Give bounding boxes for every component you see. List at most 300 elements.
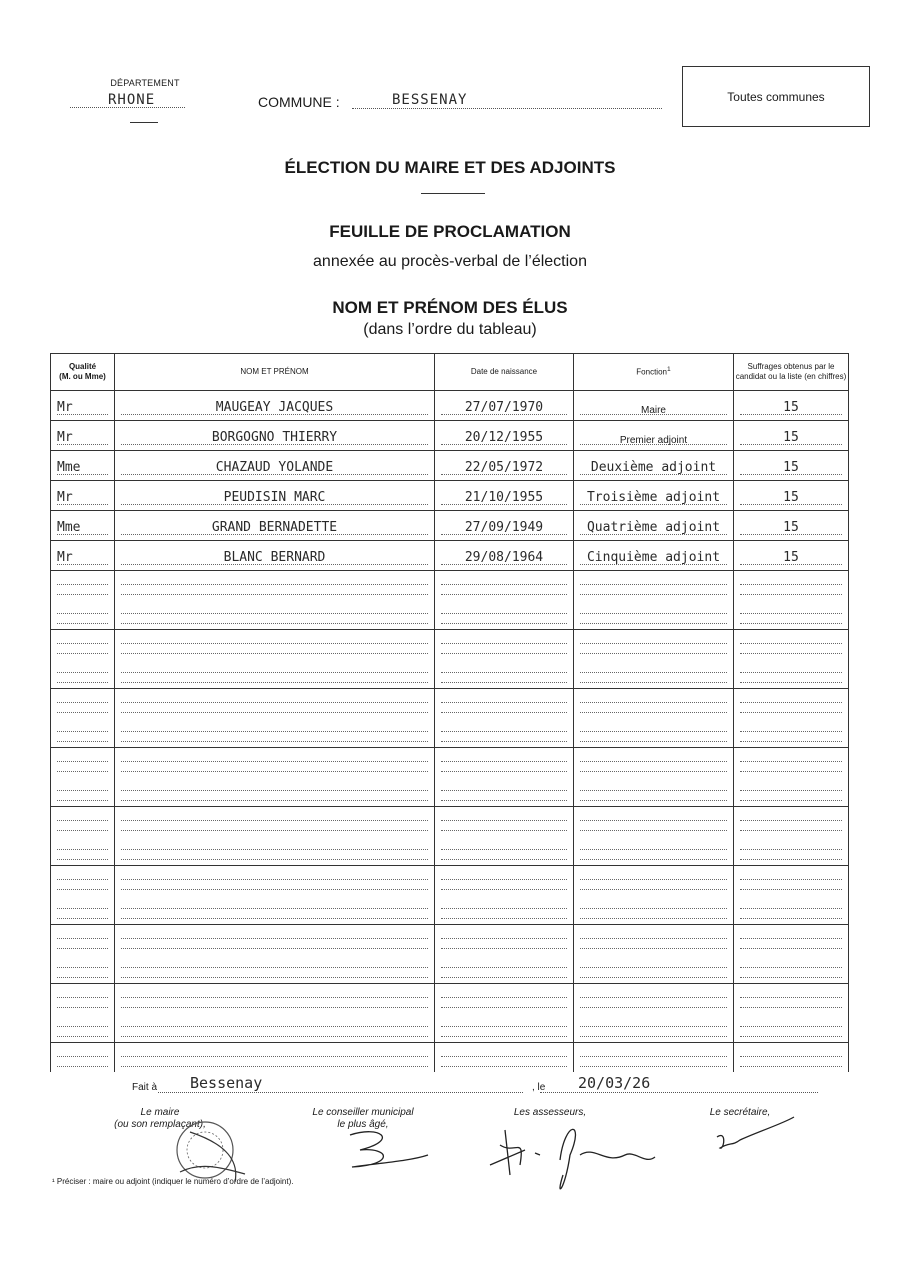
cell-dotted-line <box>441 879 567 880</box>
cell-qualite[interactable] <box>51 1013 115 1043</box>
cell-fonction[interactable] <box>574 689 734 719</box>
cell-nom[interactable] <box>115 600 435 630</box>
cell-date[interactable] <box>435 571 574 601</box>
cell-suffrages[interactable] <box>734 836 849 866</box>
departement-label: DÉPARTEMENT <box>110 78 180 88</box>
header-qualite: Qualité (M. ou Mme) <box>51 354 115 391</box>
cell-fonction[interactable] <box>574 777 734 807</box>
cell-dotted-line <box>121 977 428 978</box>
cell-dotted-line <box>121 761 428 762</box>
cell-suffrages[interactable] <box>734 895 849 925</box>
cell-dotted-line <box>441 908 567 909</box>
cell-qualite[interactable] <box>51 630 115 660</box>
table-row <box>51 391 849 421</box>
table-row <box>51 748 849 778</box>
cell-dotted-line <box>121 741 428 742</box>
cell-date[interactable] <box>435 481 574 511</box>
cell-dotted-line <box>580 712 727 713</box>
cell-dotted-line <box>121 790 428 791</box>
cell-qualite[interactable] <box>51 807 115 837</box>
elus-title: NOM ET PRÉNOM DES ÉLUS <box>332 298 568 317</box>
cell-value-fonction: Maire <box>640 405 666 416</box>
cell-suffrages[interactable] <box>734 777 849 807</box>
cell-nom[interactable] <box>115 984 435 1014</box>
cell-suffrages[interactable] <box>734 807 849 837</box>
cell-dotted-line <box>121 820 428 821</box>
cell-fonction[interactable] <box>574 807 734 837</box>
cell-dotted-line <box>441 712 567 713</box>
cell-fonction[interactable] <box>574 866 734 896</box>
cell-dotted-line <box>121 613 428 614</box>
cell-dotted-line <box>580 584 727 585</box>
cell-qualite[interactable] <box>51 571 115 601</box>
cell-nom[interactable] <box>115 718 435 748</box>
cell-dotted-line <box>57 948 108 949</box>
cell-dotted-line <box>441 1036 567 1037</box>
cell-nom[interactable] <box>115 807 435 837</box>
cell-fonction[interactable] <box>574 630 734 660</box>
cell-date[interactable] <box>435 866 574 896</box>
cell-dotted-line <box>580 889 727 890</box>
cell-dotted-line <box>580 800 727 801</box>
table-row <box>51 925 849 955</box>
cell-dotted-line <box>121 1066 428 1067</box>
header-fonction: Fonction$^1$ <box>574 354 734 391</box>
cell-dotted-line <box>580 790 727 791</box>
cell-dotted-line <box>441 948 567 949</box>
cell-date[interactable] <box>435 807 574 837</box>
cell-dotted-line <box>121 702 428 703</box>
cell-dotted-line <box>580 702 727 703</box>
cell-value-date: 27/07/1970 <box>464 400 544 415</box>
le-value[interactable]: 20/03/26 <box>578 1074 651 1092</box>
cell-fonction[interactable] <box>574 541 734 571</box>
table-row <box>51 630 849 660</box>
cell-qualite[interactable] <box>51 954 115 984</box>
cell-dotted-line <box>740 771 842 772</box>
cell-value-qualite: Mr <box>57 400 73 415</box>
cell-nom[interactable] <box>115 659 435 689</box>
fait-label: Fait à <box>132 1082 158 1093</box>
departement-divider <box>130 122 158 123</box>
cell-dotted-line <box>740 741 842 742</box>
cell-dotted-line <box>441 702 567 703</box>
cell-nom[interactable] <box>115 630 435 660</box>
elus-table <box>50 353 849 1072</box>
cell-suffrages[interactable] <box>734 954 849 984</box>
cell-nom[interactable] <box>115 421 435 451</box>
cell-date[interactable] <box>435 421 574 451</box>
cell-dotted-line <box>441 643 567 644</box>
cell-dotted-line <box>121 849 428 850</box>
cell-fonction[interactable] <box>574 421 734 451</box>
cell-date[interactable] <box>435 391 574 421</box>
cell-dotted-line <box>580 967 727 968</box>
cell-fonction[interactable] <box>574 659 734 689</box>
cell-qualite[interactable] <box>51 718 115 748</box>
cell-dotted-line <box>740 859 842 860</box>
cell-dotted-line <box>57 771 108 772</box>
cell-date[interactable] <box>435 451 574 481</box>
cell-qualite[interactable] <box>51 748 115 778</box>
cell-dotted-line <box>121 731 428 732</box>
cell-dotted-line <box>740 849 842 850</box>
cell-dotted-line <box>740 1007 842 1008</box>
cell-dotted-line <box>740 623 842 624</box>
cell-suffrages[interactable] <box>734 984 849 1014</box>
cell-dotted-line <box>57 672 108 673</box>
cell-dotted-line <box>441 800 567 801</box>
table-row <box>51 689 849 719</box>
cell-qualite[interactable] <box>51 1043 115 1073</box>
cell-dotted-line <box>580 859 727 860</box>
cell-date[interactable] <box>435 659 574 689</box>
cell-value-suffrages: 15 <box>783 520 799 535</box>
toutes-communes-box <box>682 66 870 127</box>
cell-dotted-line <box>580 682 727 683</box>
cell-dotted-line <box>441 741 567 742</box>
table-row <box>51 541 849 571</box>
cell-suffrages[interactable] <box>734 481 849 511</box>
cell-nom[interactable] <box>115 1013 435 1043</box>
cell-nom[interactable] <box>115 571 435 601</box>
cell-suffrages[interactable] <box>734 689 849 719</box>
cell-date[interactable] <box>435 925 574 955</box>
cell-dotted-line <box>740 712 842 713</box>
cell-dotted-line <box>121 859 428 860</box>
table-row <box>51 511 849 541</box>
commune-label: COMMUNE : <box>258 94 340 110</box>
cell-nom[interactable] <box>115 689 435 719</box>
cell-fonction[interactable] <box>574 836 734 866</box>
cell-value-qualite: Mme <box>57 520 81 535</box>
cell-fonction[interactable] <box>574 391 734 421</box>
cell-fonction[interactable] <box>574 1013 734 1043</box>
cell-value-date: 29/08/1964 <box>464 550 544 565</box>
cell-nom[interactable] <box>115 777 435 807</box>
cell-value-nom: MAUGEAY JACQUES <box>215 400 334 415</box>
commune-value[interactable]: BESSENAY <box>392 92 468 108</box>
cell-nom[interactable] <box>115 954 435 984</box>
cell-dotted-line <box>121 653 428 654</box>
table-row <box>51 718 849 748</box>
cell-dotted-line <box>121 938 428 939</box>
cell-nom[interactable] <box>115 451 435 481</box>
cell-dotted-line <box>121 623 428 624</box>
cell-nom[interactable] <box>115 511 435 541</box>
cell-dotted-line <box>580 938 727 939</box>
cell-dotted-line <box>57 1007 108 1008</box>
cell-value-date: 20/12/1955 <box>464 430 544 445</box>
cell-suffrages[interactable] <box>734 511 849 541</box>
cell-dotted-line <box>57 820 108 821</box>
cell-fonction[interactable] <box>574 748 734 778</box>
cell-dotted-line <box>57 1036 108 1037</box>
cell-suffrages[interactable] <box>734 718 849 748</box>
cell-qualite[interactable] <box>51 836 115 866</box>
cell-dotted-line <box>441 790 567 791</box>
cell-value-suffrages: 15 <box>783 400 799 415</box>
cell-value-nom: CHAZAUD YOLANDE <box>215 460 334 475</box>
cell-value-date: 22/05/1972 <box>464 460 544 475</box>
toutes-communes-label: Toutes communes <box>727 89 825 104</box>
cell-suffrages[interactable] <box>734 1013 849 1043</box>
cell-nom[interactable] <box>115 541 435 571</box>
header-date: Date de naissance <box>435 354 574 391</box>
cell-value-qualite: Mr <box>57 490 73 505</box>
cell-nom[interactable] <box>115 391 435 421</box>
table-row <box>51 1013 849 1043</box>
cell-dotted-line <box>740 908 842 909</box>
page-title: ÉLECTION DU MAIRE ET DES ADJOINTS <box>284 158 616 177</box>
cell-date[interactable] <box>435 748 574 778</box>
cell-dotted-line <box>57 800 108 801</box>
cell-dotted-line <box>740 761 842 762</box>
cell-suffrages[interactable] <box>734 451 849 481</box>
cell-qualite[interactable] <box>51 925 115 955</box>
cell-dotted-line <box>580 1066 727 1067</box>
cell-fonction[interactable] <box>574 571 734 601</box>
cell-value-fonction: Quatrième adjoint <box>586 520 721 535</box>
cell-dotted-line <box>740 1056 842 1057</box>
cell-dotted-line <box>441 820 567 821</box>
cell-dotted-line <box>580 918 727 919</box>
cell-dotted-line <box>580 761 727 762</box>
departement-value[interactable]: RHONE <box>108 92 156 108</box>
cell-dotted-line <box>57 682 108 683</box>
cell-fonction[interactable] <box>574 925 734 955</box>
cell-dotted-line <box>441 1056 567 1057</box>
cell-dotted-line <box>121 997 428 998</box>
cell-dotted-line <box>121 948 428 949</box>
cell-dotted-line <box>740 731 842 732</box>
header-suffrages: Suffrages obtenus par le candidat ou la liste (en chiffres) <box>734 354 849 391</box>
cell-dotted-line <box>121 771 428 772</box>
cell-dotted-line <box>121 1007 428 1008</box>
cell-value-nom: GRAND BERNADETTE <box>211 520 338 535</box>
cell-nom[interactable] <box>115 895 435 925</box>
cell-dotted-line <box>121 594 428 595</box>
cell-dotted-line <box>580 613 727 614</box>
cell-qualite[interactable] <box>51 777 115 807</box>
cell-dotted-line <box>740 820 842 821</box>
cell-dotted-line <box>740 682 842 683</box>
cell-suffrages[interactable] <box>734 391 849 421</box>
cell-qualite[interactable] <box>51 391 115 421</box>
cell-date[interactable] <box>435 600 574 630</box>
cell-dotted-line <box>441 830 567 831</box>
cell-suffrages[interactable] <box>734 571 849 601</box>
cell-suffrages[interactable] <box>734 659 849 689</box>
cell-dotted-line <box>121 889 428 890</box>
title-divider <box>421 193 485 194</box>
cell-dotted-line <box>740 800 842 801</box>
table-row <box>51 895 849 925</box>
cell-nom[interactable] <box>115 925 435 955</box>
cell-fonction[interactable] <box>574 718 734 748</box>
cell-dotted-line <box>441 731 567 732</box>
cell-dotted-line <box>580 1036 727 1037</box>
cell-dotted-line <box>121 584 428 585</box>
cell-dotted-line <box>740 977 842 978</box>
cell-fonction[interactable] <box>574 895 734 925</box>
signature-conseiller-label: Le conseiller municipal le plus âgé, <box>312 1107 414 1130</box>
cell-dotted-line <box>57 702 108 703</box>
cell-dotted-line <box>740 1026 842 1027</box>
cell-date[interactable] <box>435 1013 574 1043</box>
cell-dotted-line <box>580 908 727 909</box>
cell-nom[interactable] <box>115 866 435 896</box>
cell-fonction[interactable] <box>574 1043 734 1073</box>
cell-fonction[interactable] <box>574 451 734 481</box>
cell-dotted-line <box>121 1036 428 1037</box>
cell-date[interactable] <box>435 511 574 541</box>
cell-dotted-line <box>740 889 842 890</box>
cell-dotted-line <box>121 682 428 683</box>
cell-qualite[interactable] <box>51 600 115 630</box>
cell-value-qualite: Mr <box>57 430 73 445</box>
signature-assesseurs-icon <box>485 1115 665 1200</box>
cell-qualite[interactable] <box>51 421 115 451</box>
cell-value-nom: BLANC BERNARD <box>223 550 326 565</box>
cell-fonction[interactable] <box>574 600 734 630</box>
cell-dotted-line <box>441 1007 567 1008</box>
cell-date[interactable] <box>435 541 574 571</box>
cell-dotted-line <box>580 653 727 654</box>
cell-dotted-line <box>740 584 842 585</box>
table-row <box>51 600 849 630</box>
cell-dotted-line <box>580 771 727 772</box>
cell-dotted-line <box>441 584 567 585</box>
cell-dotted-line <box>57 849 108 850</box>
cell-value-date: 21/10/1955 <box>464 490 544 505</box>
cell-value-qualite: Mr <box>57 550 73 565</box>
cell-qualite[interactable] <box>51 481 115 511</box>
cell-qualite[interactable] <box>51 659 115 689</box>
cell-suffrages[interactable] <box>734 748 849 778</box>
table-row <box>51 954 849 984</box>
table-row <box>51 836 849 866</box>
cell-dotted-line <box>580 741 727 742</box>
cell-date[interactable] <box>435 895 574 925</box>
cell-qualite[interactable] <box>51 895 115 925</box>
cell-value-suffrages: 15 <box>783 460 799 475</box>
cell-suffrages[interactable] <box>734 541 849 571</box>
cell-dotted-line <box>57 889 108 890</box>
cell-dotted-line <box>57 977 108 978</box>
cell-date[interactable] <box>435 689 574 719</box>
cell-fonction[interactable] <box>574 984 734 1014</box>
cell-qualite[interactable] <box>51 984 115 1014</box>
cell-dotted-line <box>740 613 842 614</box>
cell-dotted-line <box>740 653 842 654</box>
cell-fonction[interactable] <box>574 511 734 541</box>
table-row <box>51 451 849 481</box>
cell-nom[interactable] <box>115 748 435 778</box>
cell-suffrages[interactable] <box>734 1043 849 1073</box>
fait-value[interactable]: Bessenay <box>190 1074 263 1092</box>
cell-fonction[interactable] <box>574 481 734 511</box>
cell-qualite[interactable] <box>51 541 115 571</box>
cell-suffrages[interactable] <box>734 925 849 955</box>
table-row <box>51 421 849 451</box>
cell-dotted-line <box>580 879 727 880</box>
cell-value-fonction: Premier adjoint <box>619 435 688 446</box>
cell-dotted-line <box>580 643 727 644</box>
cell-date[interactable] <box>435 718 574 748</box>
cell-date[interactable] <box>435 630 574 660</box>
cell-dotted-line <box>57 830 108 831</box>
feuille-title: FEUILLE DE PROCLAMATION <box>329 222 571 241</box>
table-row <box>51 984 849 1014</box>
cell-dotted-line <box>580 1007 727 1008</box>
cell-date[interactable] <box>435 954 574 984</box>
cell-dotted-line <box>740 830 842 831</box>
cell-date[interactable] <box>435 984 574 1014</box>
cell-dotted-line <box>580 594 727 595</box>
cell-dotted-line <box>121 1056 428 1057</box>
cell-dotted-line <box>740 938 842 939</box>
cell-dotted-line <box>121 918 428 919</box>
cell-suffrages[interactable] <box>734 866 849 896</box>
cell-suffrages[interactable] <box>734 630 849 660</box>
cell-value-nom: BORGOGNO THIERRY <box>211 430 338 445</box>
cell-dotted-line <box>441 594 567 595</box>
cell-dotted-line <box>740 948 842 949</box>
cell-nom[interactable] <box>115 481 435 511</box>
signature-secretaire-label: Le secrétaire, <box>709 1107 771 1118</box>
cell-dotted-line <box>57 918 108 919</box>
cell-dotted-line <box>441 967 567 968</box>
cell-fonction[interactable] <box>574 954 734 984</box>
cell-nom[interactable] <box>115 1043 435 1073</box>
cell-qualite[interactable] <box>51 866 115 896</box>
le-label: , le <box>532 1082 546 1093</box>
cell-dotted-line <box>121 967 428 968</box>
cell-dotted-line <box>57 1056 108 1057</box>
cell-dotted-line <box>441 1026 567 1027</box>
signature-conseiller-icon <box>340 1125 440 1175</box>
annexe-subtitle: annexée au procès-verbal de l’élection <box>313 253 587 270</box>
footnote: ¹ Préciser : maire ou adjoint (indiquer le numéro d’ordre de l’adjoint). <box>52 1177 294 1186</box>
cell-dotted-line <box>441 849 567 850</box>
cell-dotted-line <box>580 830 727 831</box>
cell-dotted-line <box>121 879 428 880</box>
cell-date[interactable] <box>435 1043 574 1073</box>
cell-qualite[interactable] <box>51 689 115 719</box>
cell-value-fonction: Deuxième adjoint <box>590 460 717 475</box>
cell-nom[interactable] <box>115 836 435 866</box>
signature-secretaire-icon <box>712 1112 802 1157</box>
cell-dotted-line <box>740 1036 842 1037</box>
cell-suffrages[interactable] <box>734 421 849 451</box>
cell-dotted-line <box>740 967 842 968</box>
cell-dotted-line <box>57 712 108 713</box>
cell-value-suffrages: 15 <box>783 430 799 445</box>
cell-value-fonction: Cinquième adjoint <box>586 550 721 565</box>
cell-dotted-line <box>57 594 108 595</box>
cell-date[interactable] <box>435 836 574 866</box>
cell-dotted-line <box>740 594 842 595</box>
cell-qualite[interactable] <box>51 511 115 541</box>
cell-dotted-line <box>441 997 567 998</box>
cell-qualite[interactable] <box>51 451 115 481</box>
cell-dotted-line <box>441 938 567 939</box>
cell-date[interactable] <box>435 777 574 807</box>
cell-dotted-line <box>580 997 727 998</box>
cell-dotted-line <box>740 643 842 644</box>
cell-suffrages[interactable] <box>734 600 849 630</box>
